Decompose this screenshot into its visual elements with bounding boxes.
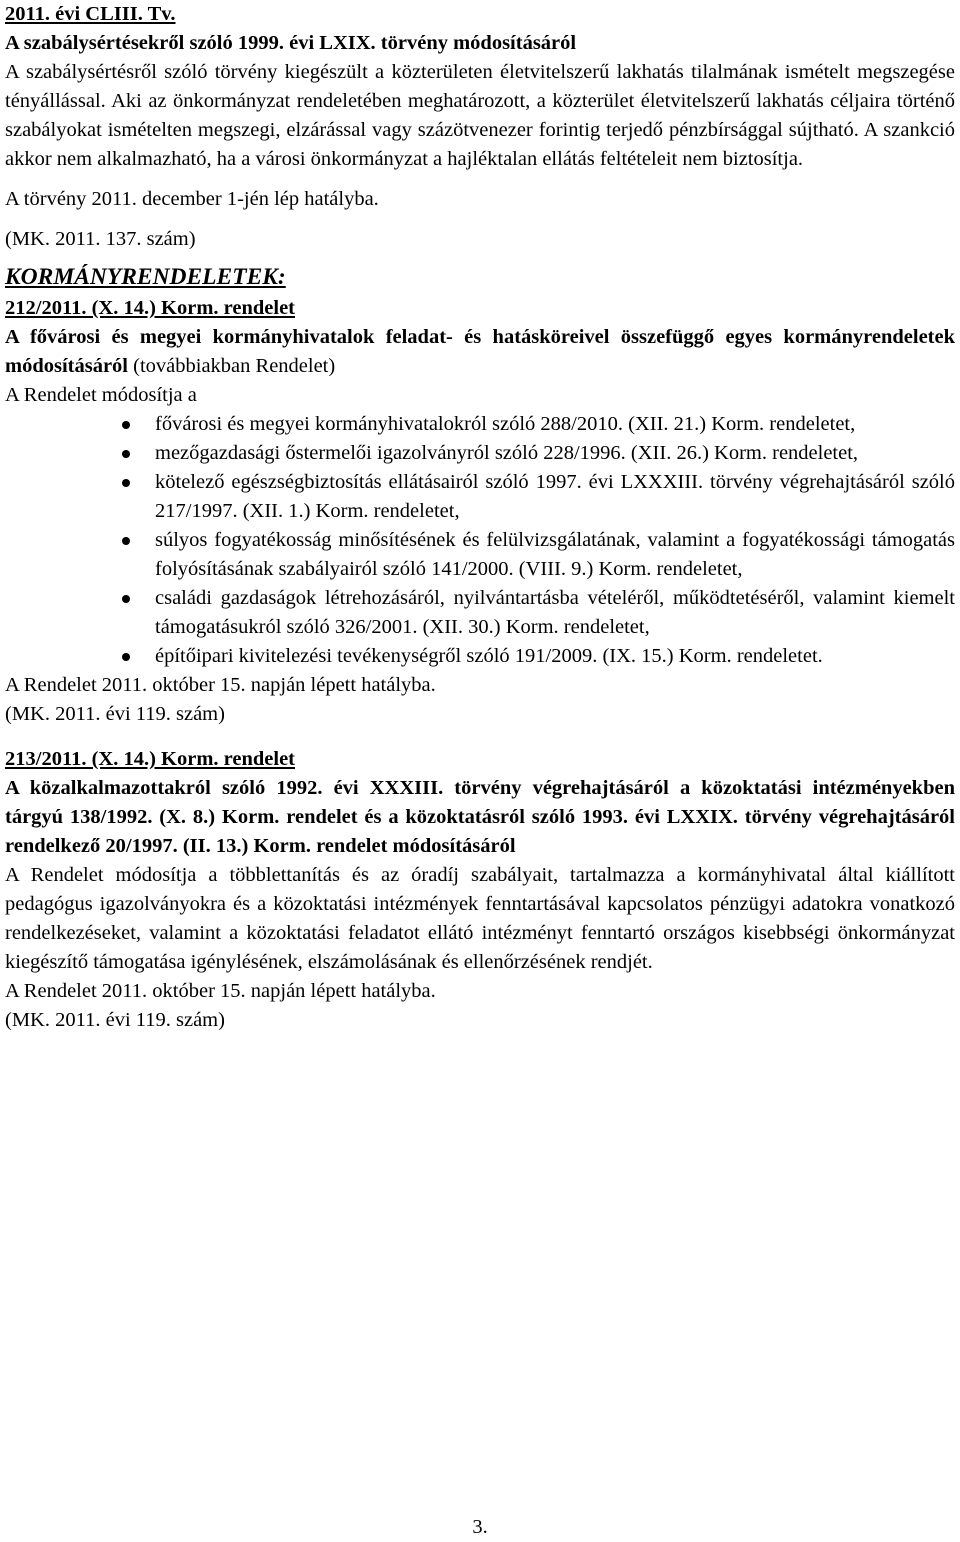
bullet-icon — [122, 450, 130, 458]
list-item-text: kötelező egészségbiztosítás ellátásairól szóló 1997. évi LXXXIII. törvény végrehajtásáról szóló 217/1997. (XII. 1.) Korm. rendeletet, — [155, 471, 955, 522]
law-source: (MK. 2011. 137. szám) — [5, 228, 196, 250]
bullet-icon — [122, 479, 130, 487]
list-item-text: fővárosi és megyei kormányhivatalokról szóló 288/2010. (XII. 21.) Korm. rendeletet, — [155, 413, 856, 435]
list-item — [155, 410, 955, 439]
document-page — [5, 0, 955, 1035]
section-heading: KORMÁNYRENDELETEK: — [5, 264, 286, 290]
list-item — [155, 642, 955, 671]
list-item-text: építőipari kivitelezési tevékenységről szóló 191/2009. (IX. 15.) Korm. rendeletet. — [155, 645, 823, 667]
page-number: 3. — [472, 1516, 488, 1538]
decree-2-number: 213/2011. (X. 14.) Korm. rendelet — [5, 748, 295, 770]
decree-2-title: A közalkalmazottakról szóló 1992. évi XXXIII. törvény végrehajtásáról a közoktatási intézményekben tárgyú 138/1992. (X. 8.) Korm. rendelet és a közoktatásról szóló 1993. évi LXXIX. törvény végrehajtásáról rendelkező 20/1997. (II. 13.) Korm. rendelet módosításáról — [5, 777, 955, 857]
bullet-icon — [122, 537, 130, 545]
list-item — [155, 526, 955, 584]
bullet-icon — [122, 653, 130, 661]
law-effective-date: A törvény 2011. december 1-jén lép hatályba. — [5, 188, 379, 210]
decree-1-effective-date: A Rendelet 2011. október 15. napján lépett hatályba. — [5, 674, 436, 696]
law-title: A szabálysértésekről szóló 1999. évi LXIX. törvény módosításáról — [5, 32, 577, 54]
amended-decrees-list — [5, 410, 955, 671]
decree-2-body: A Rendelet módosítja a többlettanítás és az óradíj szabályait, tartalmazza a kormányhivatal által kiállított pedagógus igazolványokra és a közoktatási intézmények fenntartásával kapcsolatos pénzügyi adatokra vonatkozó rendelkezéseket, valamint a közoktatási feladatot ellátó intézményt fenntartó országos kisebbségi önkormányzat kiegészítő támogatása igénylésének, elszámolásának és ellenőrzésének rendjét. — [5, 864, 955, 973]
list-item — [155, 584, 955, 642]
law-number: 2011. évi CLIII. Tv. — [5, 3, 176, 25]
decree-1-title — [5, 323, 955, 381]
decree-1-source: (MK. 2011. évi 119. szám) — [5, 703, 225, 725]
bullet-icon — [122, 595, 130, 603]
decree-1-number: 212/2011. (X. 14.) Korm. rendelet — [5, 297, 295, 319]
decree-1-title-suffix: (továbbiakban Rendelet) — [128, 355, 336, 377]
list-item — [155, 439, 955, 468]
list-item — [155, 468, 955, 526]
decree-2-effective-date: A Rendelet 2011. október 15. napján lépett hatályba. — [5, 980, 436, 1002]
list-item-text: mezőgazdasági őstermelői igazolványról szóló 228/1996. (XII. 26.) Korm. rendeletet, — [155, 442, 859, 464]
decree-1-intro: A Rendelet módosítja a — [5, 384, 197, 406]
list-item-text: családi gazdaságok létrehozásáról, nyilvántartásba vételéről, működtetéséről, valamint kiemelt támogatásukról szóló 326/2001. (XII. 30.) Korm. rendeletet, — [155, 587, 955, 638]
list-item-text: súlyos fogyatékosság minősítésének és felülvizsgálatának, valamint a fogyatékossági támogatás folyósításának szabályairól szóló 141/2000. (VIII. 9.) Korm. rendeletet, — [155, 529, 955, 580]
bullet-icon — [122, 421, 130, 429]
decree-2-source: (MK. 2011. évi 119. szám) — [5, 1009, 225, 1031]
law-body: A szabálysértésről szóló törvény kiegészült a közterületen életvitelszerű lakhatás tilalmának ismételt megszegése tényállással. Aki az önkormányzat rendeletében meghatározott, a közterület életvitelszerű lakhatás céljaira történő szabályokat ismételten megszegi, elzárással vagy százötvenezer forintig terjedő pénzbírsággal sújtható. A szankció akkor nem alkalmazható, ha a városi önkormányzat a hajléktalan ellátás feltételeit nem biztosítja. — [5, 61, 955, 170]
decree-1-title-bold: A fővárosi és megyei kormányhivatalok feladat- és hatásköreivel összefüggő egyes kormányrendeletek módosításáról — [5, 326, 955, 377]
